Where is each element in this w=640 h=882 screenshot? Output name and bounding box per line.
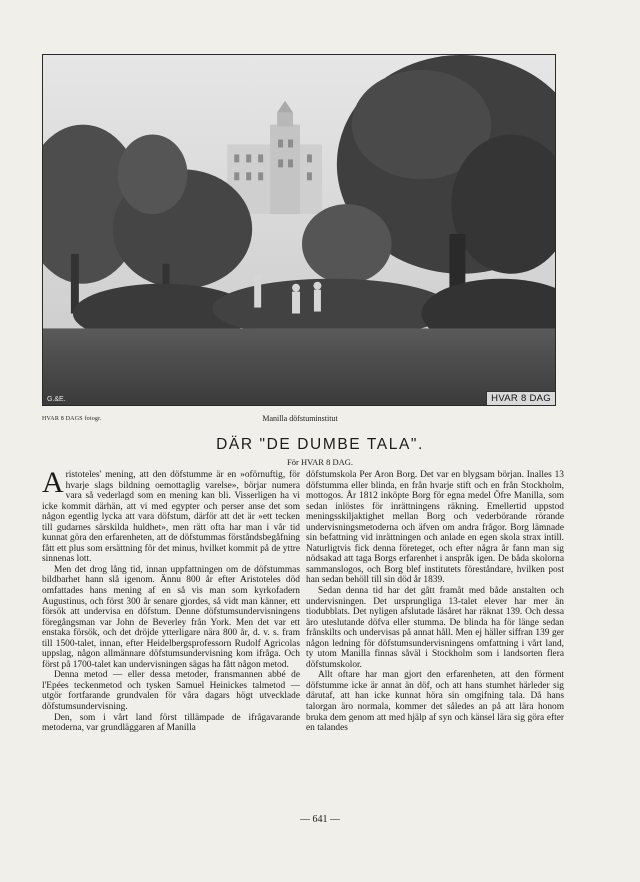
- paragraph: döfstumskola Per Aron Borg. Det var en blygsam början. Inalles 13 döfstumma eller blinda, en från hvarje stift och en från Stockholm, mottogos. År 1812 inköpte Borg för egna medel Öfre Manilla, som sedan inlöstes för inrättningens räkning. Emellertid uppstod meningsskiljaktighet mellan Borg och vederbörande rörande undervisningsmetoderna och äfven om andra frågor. Borg lämnade sin befattning vid inrättningen och anlade en egen skola strax intill. Naturligtvis fick denna företeget, och efter några år fann man sig nödsakad att taga Borgs erfarenhet i anspråk igen. De båda skolorna sammanslogos, och Borg blef institutets föreståndare, hvilken post han sedan behöll till sin död år 1839.: [306, 470, 564, 586]
- page-number: — 641 —: [300, 814, 340, 825]
- article-byline: För HVAR 8 DAG.: [287, 457, 353, 467]
- paragraph: Allt oftare har man gjort den erfarenheten, att den förment döfstumme icke är annat än döf, och att hans stumhet härleder sig därutaf, att han icke kunnat höra sin omgifning tala. Då hans talorgan äro normala, kommer det således an på att lära honom bruka dem genom att med hjälp af syn och känsel lära sig göra efter en talandes: [306, 670, 564, 734]
- photo-credit-right: HVAR 8 DAG: [486, 391, 555, 405]
- photo-caption: Manilla döfstuminstitut: [262, 414, 338, 423]
- photographer-caption: HVAR 8 DAGS fotogr.: [42, 416, 102, 422]
- paragraph: Aristoteles' mening, att den döfstumme är en »oförnuftig, för hvarje slags bildning oemottaglig varelse», börjar numera vara så vederlagd som en mening kan bli. Visserligen ha vi icke kommit därhän, att vi med egypter och perser anse det som någon egentlig lycka att vara döfstum, därför att det är »ett tecken till gudarnes särskilda huldhet», men rätt ofta har man i vår tid kunnat göra den erfarenheten, att de döfstummas förståndsbegåfning fått ett plus som ersättning för det minus, hvilket kommit på de yttre sinnenas lott.: [42, 466, 300, 565]
- photo-credit-left: G.&E.: [47, 396, 66, 403]
- paragraph: Den, som i vårt land först tillämpade de ifrågavarande metoderna, var grundläggaren af Manilla: [42, 712, 300, 734]
- drop-cap: A: [42, 466, 64, 499]
- paragraph: Men det drog lång tid, innan uppfattningen om de döfstummas bildbarhet hann slå igenom. Ännu 800 år efter Aristoteles död omfattades hans mening af en så vis man som kyrkofadern Augustinus, och först 300 år senare gjordes, så vidt man känner, ett försök att undervisa en döfstum. Denne döfstumsundervisningens föregångsman var John de Beverley från York. Men det var ett enstaka försök, och det dröjde ytterligare nära 800 år, d. v. s. fram till 1500-talet, innan, efter Heidelbergsprofessorn Rudolf Agricolas uppslag, någon allmännare döfstumsundervisning kom ifråga. Och först på 1700-talet kan undervisningen sägas ha fått någon metod.: [42, 564, 300, 670]
- article-title: DÄR "DE DUMBE TALA".: [216, 436, 424, 453]
- photo-illustration: [43, 55, 555, 405]
- lawn-shape: [43, 328, 555, 405]
- right-column: [306, 470, 564, 734]
- left-column: [42, 466, 300, 734]
- paragraph: Denna metod — eller dessa metoder, fransmannen abbé de l'Epées teckenmetod och tysken Samuel Heinickes talmetod — utgör fortfarande grundvalen för våra dagars högt utvecklade döfstumsundervisning.: [42, 670, 300, 713]
- institute-photograph: [42, 54, 556, 406]
- paragraph: Sedan denna tid har det gått framåt med både anstalten och undervisningen. Det ursprungliga 13-talet elever har mer än tiodubblats. Det nyligen afslutade läsåret har räknat 139. Och dessa äro uteslutande döfva eller stumma. De blinda ha för länge sedan frånskilts och undervisas på annat håll. Men ej häller siffran 139 ger någon ledning för döfstumsundervisningens omfattning i vårt land, ty utom Manilla finnas såväl i Stockholm som i landsorten flera döfstumskolor.: [306, 586, 564, 670]
- middle-tree-shape: [302, 204, 392, 284]
